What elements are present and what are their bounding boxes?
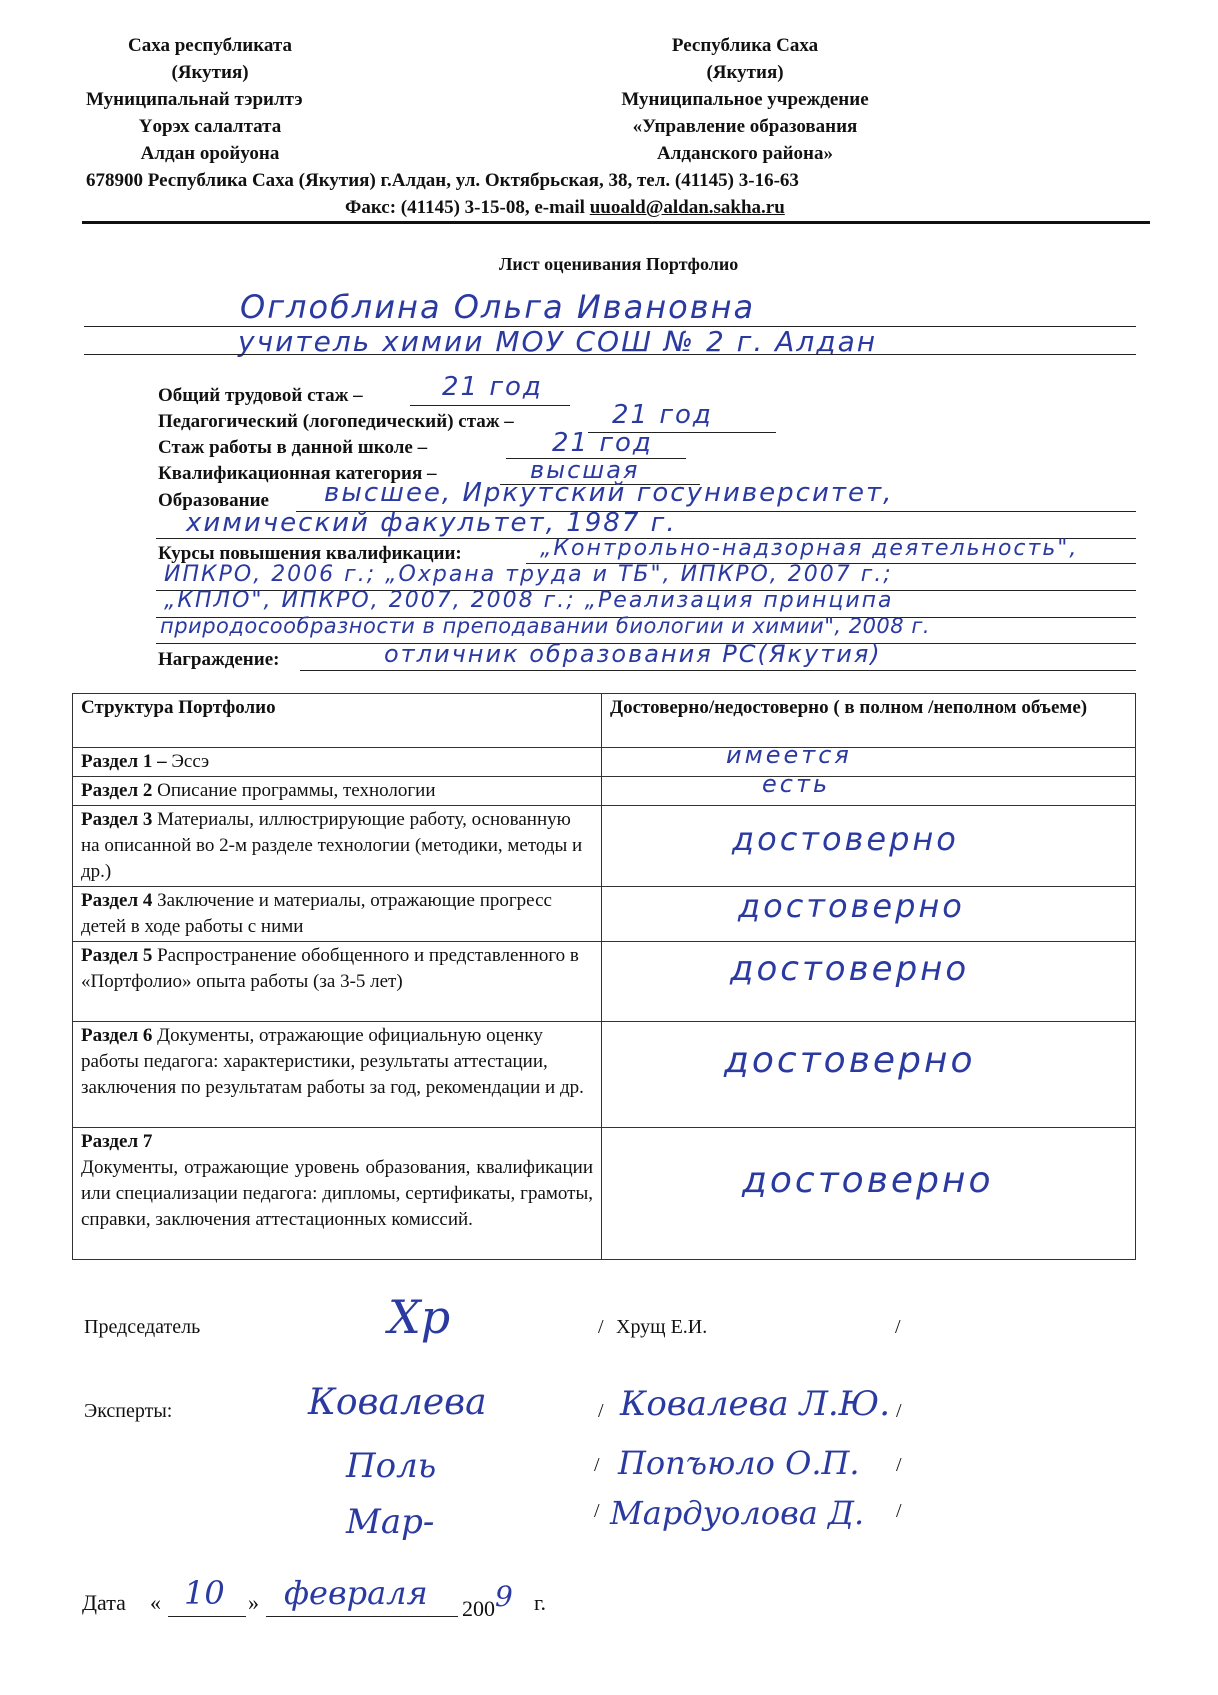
mark-cell <box>602 770 1136 806</box>
header-right-line: Муниципальное учреждение <box>621 89 869 110</box>
section-cell <box>73 748 602 777</box>
courses-value-3: „КПЛО", ИПКРО, 2007, 2008 г.; „Реализация принципа <box>164 588 894 613</box>
section-mark: есть <box>762 770 831 798</box>
section-mark: имеется <box>726 741 852 769</box>
email-link[interactable]: uuoald@aldan.sakha.ru <box>589 197 785 218</box>
header-left-line: Саха республиката <box>128 35 292 56</box>
school-exp-value: 21 год <box>552 428 653 458</box>
mark-cell <box>602 1128 1136 1260</box>
education-value-2: химический факультет, 1987 г. <box>186 508 677 538</box>
mark-cell <box>602 1022 1136 1128</box>
date-year <box>462 1580 513 1623</box>
header-left-line: Алдан оройуона <box>140 143 280 164</box>
header-right-line: Алданского района» <box>657 143 833 164</box>
date-quote-close: » <box>248 1590 259 1615</box>
section-title: Раздел 7 <box>81 1131 153 1152</box>
chair-label: Председатель <box>84 1316 201 1338</box>
person-position: учитель химии МОУ СОШ № 2 г. Алдан <box>238 325 878 358</box>
portfolio-table <box>72 693 1136 1260</box>
chair-signature: Хр <box>388 1290 451 1344</box>
section-cell <box>73 942 602 1022</box>
header-left-line: Үорэх салалтата <box>138 116 282 137</box>
section-mark: достоверно <box>742 1160 994 1201</box>
table-row <box>73 777 1136 806</box>
section-title: Раздел 4 <box>81 890 153 911</box>
section-text: Эссэ <box>166 751 210 772</box>
section-text: Распространение обобщенного и представленного в «Портфолио» опыта работы (за 3-5 лет) <box>81 945 579 992</box>
expert-slash: / <box>896 1500 902 1522</box>
category-value: высшая <box>530 456 640 484</box>
expert-signature: Ковалева <box>308 1382 487 1423</box>
table-row <box>73 887 1136 942</box>
date-day: 10 <box>184 1574 225 1612</box>
section-cell <box>73 777 602 806</box>
header-divider <box>82 221 1150 224</box>
category-label: Квалификационная категория – <box>158 463 437 484</box>
award-label: Награждение: <box>158 649 280 670</box>
date-label: Дата <box>82 1590 126 1615</box>
section-title: Раздел 2 <box>81 780 153 801</box>
header-fax <box>345 194 785 221</box>
section-text: Заключение и материалы, отражающие прогресс детей в ходе работы с ними <box>81 890 552 937</box>
award-value: отличник образования РС(Якутия) <box>384 640 882 668</box>
position-underline <box>84 354 1136 355</box>
header-right-line: «Управление образования <box>632 116 858 137</box>
section-cell <box>73 1022 602 1128</box>
expert-slash: / <box>598 1400 604 1422</box>
chair-slash-right: / <box>895 1316 901 1338</box>
fax-text: Факс: (41145) 3-15-08, e-mail <box>345 197 590 218</box>
date-day-line <box>168 1616 246 1617</box>
table-row <box>73 806 1136 887</box>
date-year-prefix: 200 <box>462 1596 495 1621</box>
section-title: Раздел 6 <box>81 1025 153 1046</box>
header-right <box>560 32 930 167</box>
date-month: февраля <box>284 1574 428 1612</box>
expert-name: Ковалева Л.Ю. <box>620 1384 891 1424</box>
school-exp-label: Стаж работы в данной школе – <box>158 437 428 458</box>
section-title: Раздел 5 <box>81 945 153 966</box>
expert-slash: / <box>594 1500 600 1522</box>
section-mark: достоверно <box>724 1040 976 1081</box>
table-row <box>73 1022 1136 1128</box>
experts-label: Эксперты: <box>84 1400 173 1422</box>
date-quote-open: « <box>150 1590 161 1615</box>
table-row <box>73 942 1136 1022</box>
expert-slash: / <box>594 1454 600 1476</box>
section-text: Описание программы, технологии <box>152 780 436 801</box>
section-cell <box>73 1128 602 1260</box>
table-header-structure: Структура Портфолио <box>73 694 602 748</box>
expert-slash: / <box>896 1454 902 1476</box>
section-mark: достоверно <box>732 820 959 858</box>
date-month-line <box>266 1616 458 1617</box>
expert-name: Мардуолова Д. <box>610 1494 865 1532</box>
section-title: Раздел 3 <box>81 809 153 830</box>
chair-slash-left: / <box>598 1316 604 1338</box>
award-line <box>300 670 1136 671</box>
ped-exp-label: Педагогический (логопедический) стаж – <box>158 411 514 432</box>
total-exp-value: 21 год <box>442 372 543 402</box>
page-title: Лист оценивания Портфолио <box>499 254 739 274</box>
courses-value-4: природосообразности в преподавании биологии и химии", 2008 г. <box>160 614 931 638</box>
mark-cell <box>602 806 1136 887</box>
table-header-status: Достоверно/недостоверно ( в полном /неполном объеме) <box>602 694 1136 748</box>
courses-label: Курсы повышения квалификации: <box>158 543 462 564</box>
header-right-line: (Якутия) <box>706 62 784 83</box>
expert-name: Попъюло О.П. <box>618 1444 860 1482</box>
mark-cell <box>602 887 1136 942</box>
header-left-line: Муниципальнай тэрилтэ <box>86 89 303 110</box>
section-title: Раздел 1 – <box>81 751 167 772</box>
header-right-line: Республика Саха <box>671 35 819 56</box>
section-cell <box>73 806 602 887</box>
section-cell <box>73 887 602 942</box>
courses-value-1: „Контрольно-надзорная деятельность", <box>540 536 1079 561</box>
section-text: Документы, отражающие уровень образования, квалификации или специализации педагога: дипломы, сертификаты, грамоты, справки, заключения аттестационных комиссий. <box>81 1157 593 1230</box>
header-address: 678900 Республика Саха (Якутия) г.Алдан, ул. Октябрьская, 38, тел. (41145) 3-16-63 <box>86 170 799 191</box>
section-mark: достоверно <box>730 949 970 989</box>
date-suffix: г. <box>534 1590 547 1615</box>
courses-value-2: ИПКРО, 2006 г.; „Охрана труда и ТБ", ИПКРО, 2007 г.; <box>164 562 893 587</box>
expert-signature: Поль <box>346 1446 437 1486</box>
total-exp-label: Общий трудовой стаж – <box>158 385 363 406</box>
ped-exp-value: 21 год <box>612 400 713 430</box>
date-year-digit: 9 <box>495 1580 513 1613</box>
education-value-1: высшее, Иркутский госуниверситет, <box>324 478 894 508</box>
chair-name: Хрущ Е.И. <box>616 1316 708 1338</box>
table-header-row <box>73 694 1136 748</box>
table-row <box>73 748 1136 777</box>
education-label: Образование <box>158 490 269 511</box>
expert-slash: / <box>896 1400 902 1422</box>
section-mark: достоверно <box>738 887 965 925</box>
expert-signature: Мар- <box>346 1502 435 1542</box>
section-text: Материалы, иллюстрирующие работу, основанную на описанной во 2-м разделе технологии (методики, методы и др.) <box>81 809 583 882</box>
mark-cell <box>602 741 1136 777</box>
header-left-line: (Якутия) <box>171 62 249 83</box>
total-exp-line <box>410 405 570 406</box>
header-left <box>0 32 420 167</box>
person-name: Оглоблина Ольга Ивановна <box>240 288 756 326</box>
section-text: Документы, отражающие официальную оценку работы педагога: характеристики, результаты аттестации, заключения по результатам работы за год, рекомендации и др. <box>81 1025 584 1098</box>
mark-cell <box>602 942 1136 1022</box>
table-row <box>73 1128 1136 1260</box>
